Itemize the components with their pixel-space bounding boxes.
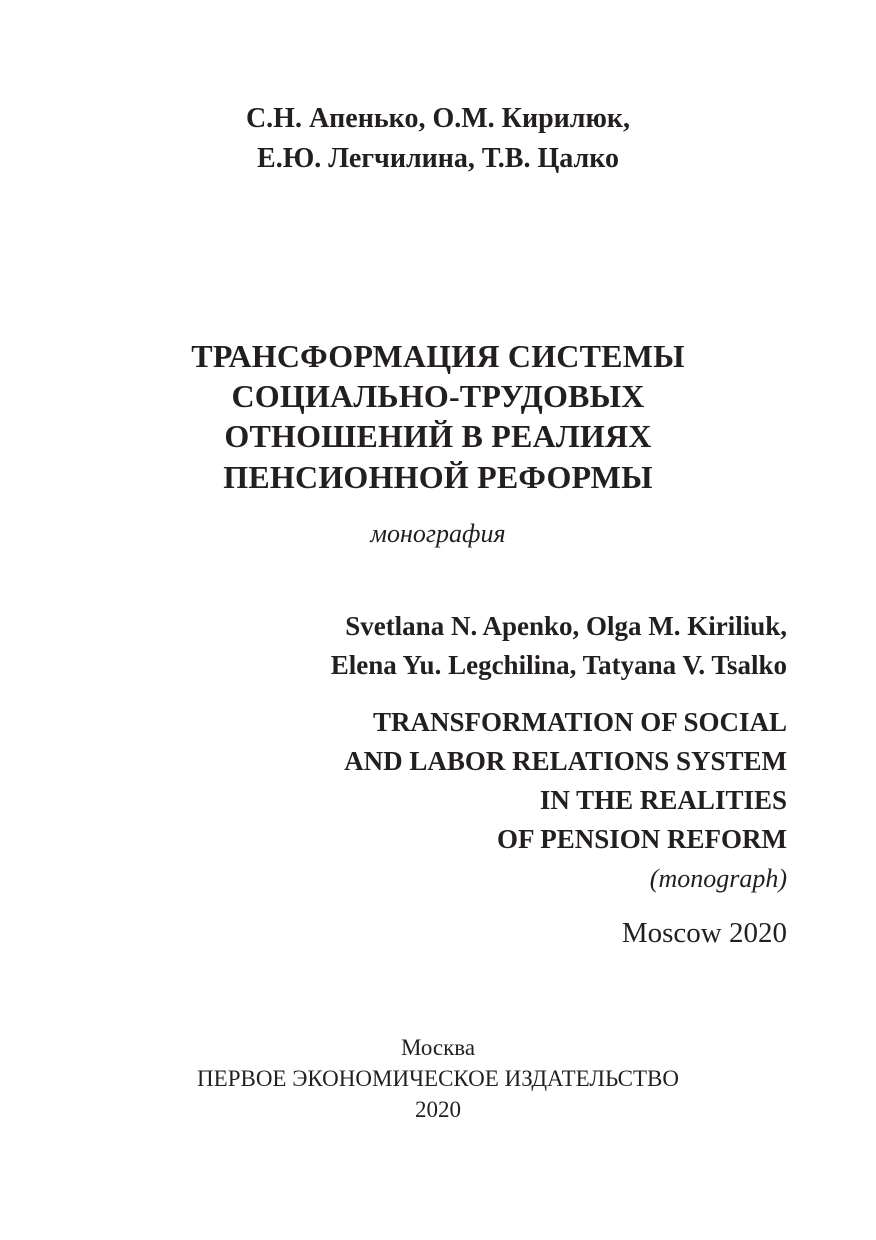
- ru-genre: монография: [370, 519, 506, 548]
- ru-title-line-1: ТРАНСФОРМАЦИЯ СИСТЕМЫ: [191, 338, 685, 374]
- imprint-year: 2020: [415, 1097, 461, 1122]
- imprint-city: Москва: [400, 1035, 476, 1060]
- en-genre: (monograph): [649, 864, 787, 893]
- en-authors-line-1: Svetlana N. Apenko, Olga M. Kiriliuk,: [345, 611, 787, 641]
- ru-authors-line-2: Е.Ю. Легчилина, Т.В. Цалко: [257, 143, 619, 174]
- en-place-year: Moscow 2020: [621, 917, 787, 949]
- en-title-line-1: TRANSFORMATION OF SOCIAL: [372, 707, 787, 737]
- ru-title-line-3: ОТНОШЕНИЙ В РЕАЛИЯХ: [224, 418, 652, 454]
- ru-title-line-4: ПЕНСИОННОЙ РЕФОРМЫ: [223, 459, 653, 495]
- ru-title-line-2: СОЦИАЛЬНО-ТРУДОВЫХ: [231, 378, 645, 414]
- ru-authors-line-1: С.Н. Апенько, О.М. Кирилюк,: [245, 103, 631, 134]
- en-title-line-3: IN THE REALITIES: [539, 785, 787, 815]
- en-title-line-2: AND LABOR RELATIONS SYSTEM: [344, 746, 787, 776]
- imprint-publisher: ПЕРВОЕ ЭКОНОМИЧЕСКОЕ ИЗДАТЕЛЬСТВО: [197, 1066, 679, 1091]
- en-title-line-4: OF PENSION REFORM: [497, 824, 787, 854]
- en-authors-line-2: Elena Yu. Legchilina, Tatyana V. Tsalko: [330, 650, 787, 680]
